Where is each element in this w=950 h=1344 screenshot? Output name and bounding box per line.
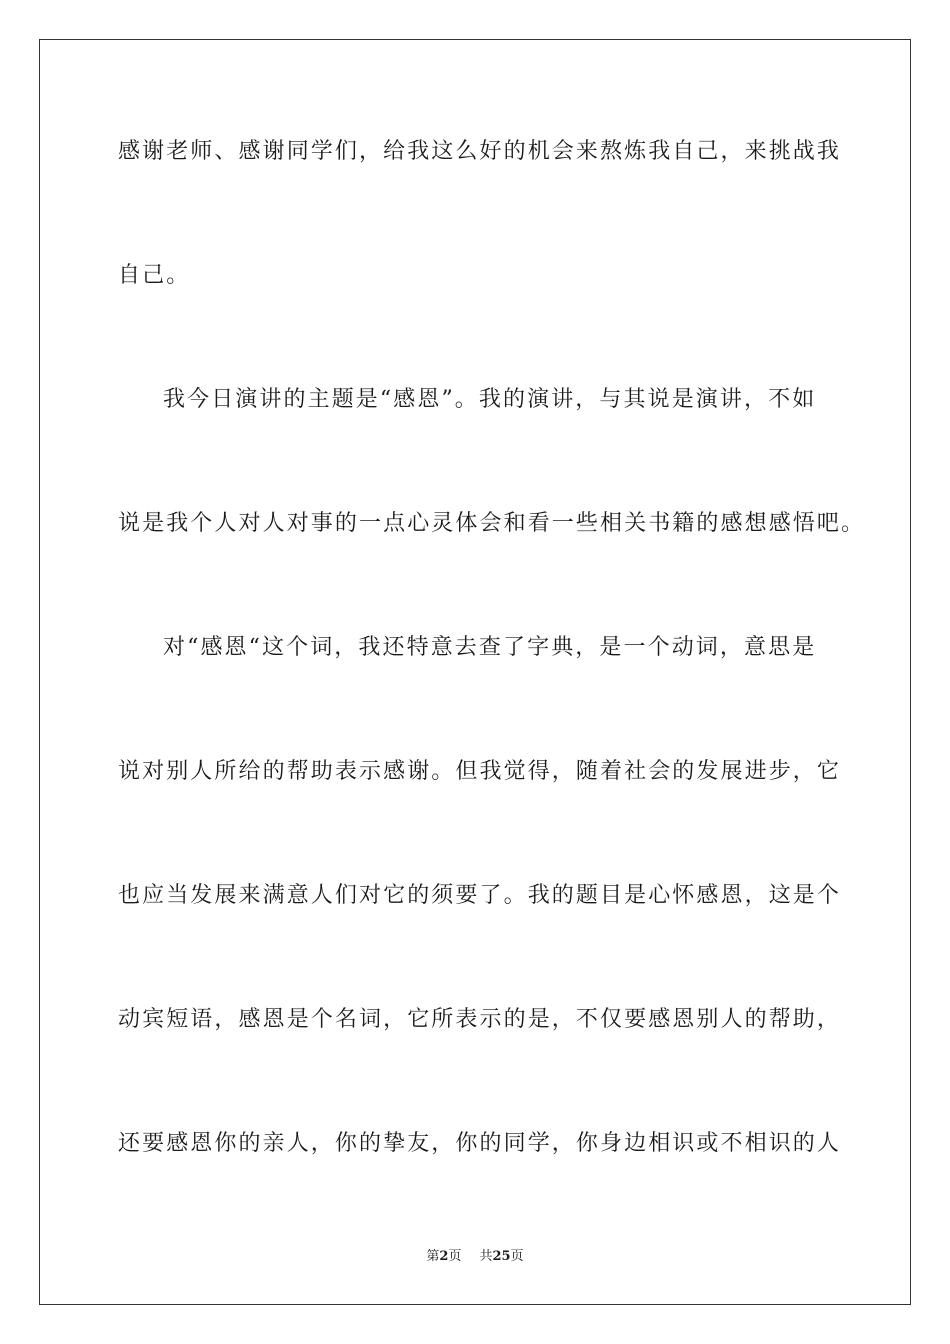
text-line: 感谢老师、感谢同学们，给我这么好的机会来熬炼我自己，来挑战我 xyxy=(118,139,842,164)
text-line: 说对别人所给的帮助表示感谢。但我觉得，随着社会的发展进步，它 xyxy=(118,759,842,784)
total-prefix: 共 xyxy=(479,1249,493,1264)
text-line: 说是我个人对人对事的一点心灵体会和看一些相关书籍的感想感悟吧。 xyxy=(118,511,866,536)
total-pages: 25 xyxy=(492,1249,511,1264)
page-frame xyxy=(39,39,911,1305)
page-suffix: 页 xyxy=(448,1249,462,1264)
text-line: 动宾短语，感恩是个名词，它所表示的是，不仅要感恩别人的帮助， xyxy=(118,1007,842,1032)
page-footer xyxy=(0,1248,950,1266)
text-line: 也应当发展来满意人们对它的须要了。我的题目是心怀感恩，这是个 xyxy=(118,883,842,908)
text-line: 我今日演讲的主题是“感恩”。我的演讲，与其说是演讲，不如 xyxy=(163,387,817,412)
text-line: 还要感恩你的亲人，你的挚友，你的同学，你身边相识或不相识的人 xyxy=(118,1131,842,1156)
page-number: 2 xyxy=(439,1249,449,1264)
text-line: 自己。 xyxy=(118,263,191,288)
page-prefix: 第 xyxy=(426,1249,440,1264)
text-line: 对“感恩“这个词，我还特意去查了字典，是一个动词，意思是 xyxy=(163,635,817,660)
total-suffix: 页 xyxy=(510,1249,524,1264)
